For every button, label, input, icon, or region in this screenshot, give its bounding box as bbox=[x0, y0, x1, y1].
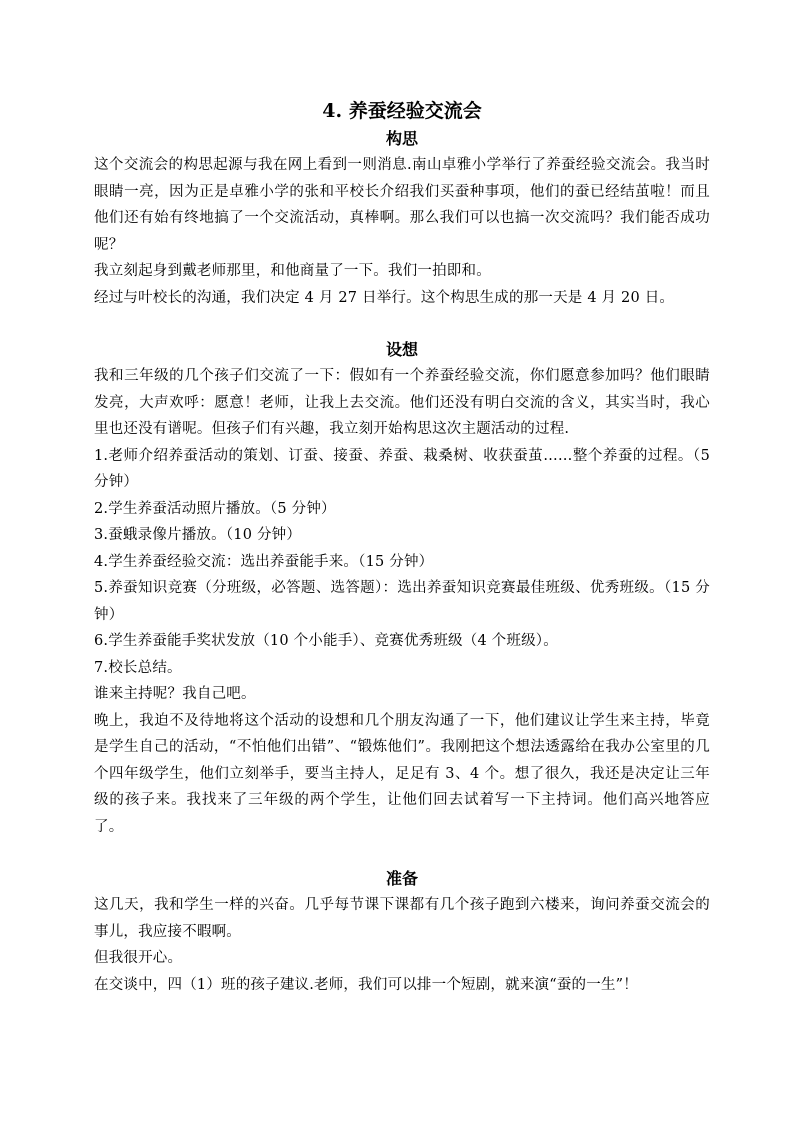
document-page bbox=[94, 96, 710, 998]
paragraph: 这几天，我和学生一样的兴奋。几乎每节课下课都有几个孩子跑到六楼来，询问养蚕交流会的事儿，我应接不暇啊。 bbox=[94, 897, 710, 940]
paragraph: 我和三年级的几个孩子们交流了一下：假如有一个养蚕经验交流，你们愿意参加吗？他们眼睛发亮，大声欢呼：愿意！老师，让我上去交流。他们还没有明白交流的含义，其实当时，我心里也还没有谱呢。但孩子们有兴趣，我立刻开始构思这次主题活动的过程. bbox=[94, 368, 710, 437]
section-heading: 准备 bbox=[385, 869, 418, 888]
section-concept bbox=[94, 126, 710, 311]
paragraph: 晚上，我迫不及待地将这个活动的设想和几个朋友沟通了一下，他们建议让学生来主持，毕竟是学生自己的活动，“不怕他们出错”、“锻炼他们”。我刚把这个想法透露给在我办公室里的几个四年级学生，他们立刻举手，要当主持人，足足有 3、4 个。想了很久，我还是决定让三年级的孩子来。我找来了三年级的两个学生，让他们回去试着写一下主持词。他们高兴地答应了。 bbox=[94, 712, 710, 835]
paragraph: 我立刻起身到戴老师那里，和他商量了一下。我们一拍即和。 bbox=[94, 263, 491, 279]
list-item: 1.老师介绍养蚕活动的策划、订蚕、接蚕、养蚕、栽桑树、收获蚕茧……整个养蚕的过程。（5 分钟） bbox=[94, 447, 710, 490]
document-title: 4. 养蚕经验交流会 bbox=[322, 100, 482, 122]
section-spacer bbox=[94, 311, 710, 337]
paragraph: 谁来主持呢？我自己吧。 bbox=[94, 686, 256, 702]
paragraph: 但我很开心。 bbox=[94, 950, 183, 966]
list-item: 4.学生养蚕经验交流：选出养蚕能手来。（15 分钟） bbox=[94, 553, 434, 570]
paragraph: 这个交流会的构思起源与我在网上看到一则消息.南山卓雅小学举行了养蚕经验交流会。我当时眼睛一亮，因为正是卓雅小学的张和平校长介绍我们买蚕种事项，他们的蚕已经结茧啦！而且他们还有始有终地搞了一个交流活动，真棒啊。那么我们可以也搞一次交流吗？我们能否成功呢？ bbox=[94, 157, 710, 253]
paragraph: 经过与叶校长的沟通，我们决定 4 月 27 日举行。这个构思生成的那一天是 4 月 20 日。 bbox=[94, 289, 675, 306]
list-item: 6.学生养蚕能手奖状发放（10 个小能手）、竞赛优秀班级（4 个班级）。 bbox=[94, 633, 558, 649]
list-item: 3.蚕蛾录像片播放。（10 分钟） bbox=[94, 527, 302, 543]
list-item: 7.校长总结。 bbox=[94, 659, 182, 676]
section-heading: 设想 bbox=[385, 340, 418, 359]
list-item: 2.学生养蚕活动照片播放。（5 分钟） bbox=[94, 500, 336, 517]
section-preparation bbox=[94, 866, 710, 998]
paragraph: 在交谈中，四（1）班的孩子建议.老师，我们可以排一个短剧，就来演“蚕的一生”！ bbox=[94, 976, 638, 993]
section-plan bbox=[94, 337, 710, 840]
section-heading: 构思 bbox=[385, 129, 418, 148]
list-item: 5.养蚕知识竞赛（分班级，必答题、选答题）：选出养蚕知识竞赛最佳班级、优秀班级。（15 分钟） bbox=[94, 580, 710, 623]
section-spacer bbox=[94, 840, 710, 866]
